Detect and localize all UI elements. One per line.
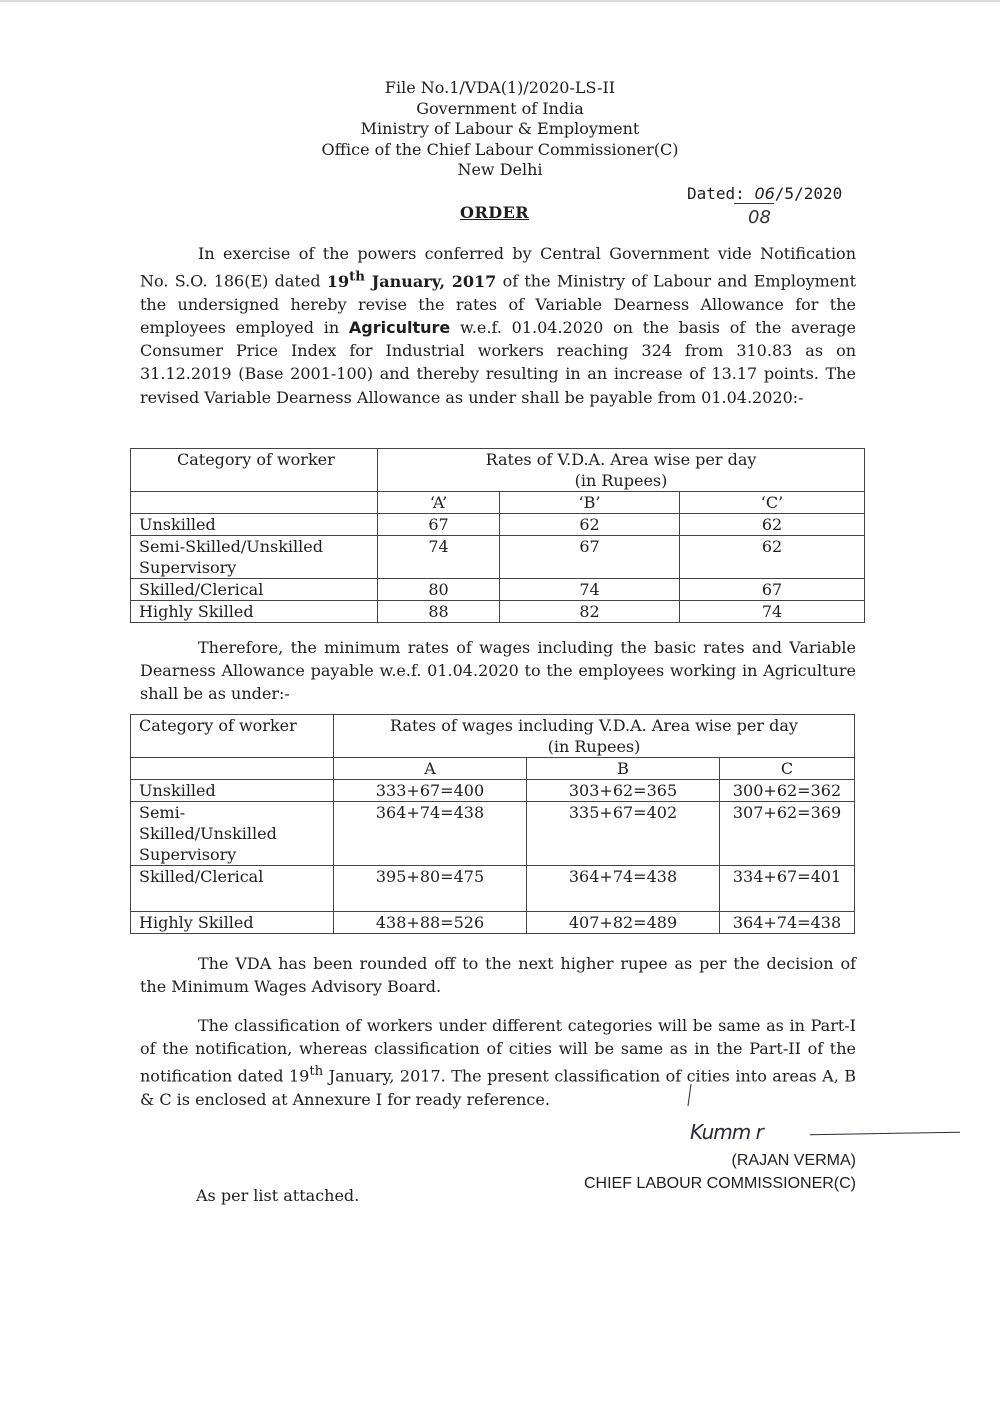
rate-a-cell: 88 [378, 601, 500, 623]
notification-day-suffix: th [349, 268, 365, 285]
scan-edge-line [0, 0, 1000, 2]
wage-c-cell: 334+67=401 [720, 866, 855, 912]
file-number: File No.1/VDA(1)/2020-LS-II [384, 78, 616, 97]
table-row [131, 780, 855, 802]
wage-a-cell: 333+67=400 [334, 780, 527, 802]
date-underline-mark [734, 203, 774, 204]
city-name: New Delhi [457, 160, 543, 179]
wage-a-cell: 364+74=438 [334, 802, 527, 866]
table-header-row [131, 715, 855, 758]
wage-a-cell: 438+88=526 [334, 912, 527, 934]
date-handwritten-correction: 08 [748, 207, 771, 228]
header-rates: Rates of V.D.A. Area wise per day (in Rupees) [378, 449, 865, 492]
order-title: ORDER [460, 203, 530, 222]
para2-text: Therefore, the minimum rates of wages including the basic rates and Variable Dearness Allowance payable w.e.f. 01.04.2020 to the employees working in Agriculture shall be as under:- [140, 638, 856, 704]
wage-b-cell: 364+74=438 [527, 866, 720, 912]
table-row [131, 866, 855, 912]
wage-a-cell: 395+80=475 [334, 866, 527, 912]
sector-name: Agriculture [348, 317, 451, 337]
header-category: Category of worker [131, 449, 378, 492]
dated-month-year: /5/2020 [774, 184, 843, 203]
ministry-name: Ministry of Labour & Employment [360, 119, 640, 138]
para3-text: The VDA has been rounded off to the next higher rupee as per the decision of the Minimum Wages Advisory Board. [140, 954, 856, 997]
header-category: Category of worker [131, 715, 334, 758]
notification-day: 19 [326, 271, 350, 291]
signature-underline [810, 1132, 960, 1136]
signatory-title: CHIEF LABOUR COMMISSIONER(C) [583, 1175, 856, 1192]
area-a-header: A [334, 758, 527, 780]
handwritten-signature: Kumm r [690, 1120, 763, 1144]
header-rates: Rates of wages including V.D.A. Area wise per day (in Rupees) [334, 715, 855, 758]
area-blank-cell [131, 758, 334, 780]
paragraph-rounding [140, 952, 856, 998]
para4-text-2: January, 2017. The present classification of cities into areas A, B & C is enclosed at Annexure I for ready reference. [140, 1066, 856, 1109]
wage-c-cell: 300+62=362 [720, 780, 855, 802]
category-cell: Highly Skilled [131, 912, 334, 934]
table-row [131, 579, 865, 601]
wage-b-cell: 303+62=365 [527, 780, 720, 802]
category-cell: Semi-Skilled/Unskilled Supervisory [131, 536, 378, 579]
notification-month-year: January, 2017 [364, 271, 497, 291]
dated-day: 06 [754, 184, 775, 203]
para4-day-suffix: th [309, 1064, 324, 1080]
category-cell: Skilled/Clerical [131, 579, 378, 601]
rate-b-cell: 62 [500, 514, 680, 536]
letterhead [250, 78, 750, 181]
signatory-block [560, 1149, 856, 1195]
rate-c-cell: 62 [680, 536, 865, 579]
rate-b-cell: 82 [500, 601, 680, 623]
category-cell: Skilled/Clerical [131, 866, 334, 912]
wage-b-cell: 407+82=489 [527, 912, 720, 934]
dated-line [687, 184, 842, 203]
table-row [131, 912, 855, 934]
table-row [131, 802, 855, 866]
wage-b-cell: 335+67=402 [527, 802, 720, 866]
paragraph-notification [140, 242, 856, 409]
government-name: Government of India [416, 98, 584, 118]
para1-text-3: w.e.f. 01.04.2020 on the basis of the average Consumer Price Index for Industrial workers reaching 324 from 310.83 as on 31.12.2019 (Base 2001-100) and thereby resulting in an increase of 13.17 points. The revised Variable Dearness Allowance as under shall be payable from 01.04.2020:- [140, 317, 856, 407]
rate-a-cell: 80 [378, 579, 500, 601]
area-blank-cell [131, 492, 378, 514]
area-b-header: ‘B’ [500, 492, 680, 514]
rate-a-cell: 74 [378, 536, 500, 579]
signatory-name: (RAJAN VERMA) [731, 1152, 856, 1169]
wage-c-cell: 307+62=369 [720, 802, 855, 866]
paragraph-classification [140, 1014, 856, 1111]
notification-date [326, 268, 497, 291]
table-row [131, 601, 865, 623]
rate-b-cell: 67 [500, 536, 680, 579]
area-a-header: ‘A’ [378, 492, 500, 514]
para1-text-2: of the Ministry of Labour and Employment the undersigned hereby revise the rates of Variable Dearness Allowance for the employees employed in [140, 271, 856, 337]
area-c-header: ‘C’ [680, 492, 865, 514]
category-cell: Highly Skilled [131, 601, 378, 623]
table-row [131, 536, 865, 579]
table-header-row [131, 449, 865, 492]
paragraph-minimum-wages [140, 636, 856, 706]
dated-label: Dated: [687, 184, 745, 203]
table-area-row [131, 758, 855, 780]
rate-c-cell: 67 [680, 579, 865, 601]
table-row [131, 514, 865, 536]
area-b-header: B [527, 758, 720, 780]
office-name: Office of the Chief Labour Commissioner(C) [321, 139, 679, 159]
rate-c-cell: 74 [680, 601, 865, 623]
area-c-header: C [720, 758, 855, 780]
vda-rates-table [130, 448, 865, 623]
rate-b-cell: 74 [500, 579, 680, 601]
para4-text-1: The classification of workers under different categories will be same as in Part-I of the notification, whereas classification of cities will be same as in the Part-II of the notification dated 19 [140, 1016, 856, 1086]
wage-c-cell: 364+74=438 [720, 912, 855, 934]
category-cell: Unskilled [131, 514, 378, 536]
category-cell: Semi-Skilled/Unskilled Supervisory [131, 802, 334, 866]
rate-c-cell: 62 [680, 514, 865, 536]
rate-a-cell: 67 [378, 514, 500, 536]
distribution-note: As per list attached. [196, 1186, 360, 1205]
table-area-row [131, 492, 865, 514]
para1-text-1: In exercise of the powers conferred by Central Government vide Notification No. S.O. 186(E) dated [140, 244, 856, 291]
wage-rates-table [130, 714, 855, 934]
category-cell: Unskilled [131, 780, 334, 802]
